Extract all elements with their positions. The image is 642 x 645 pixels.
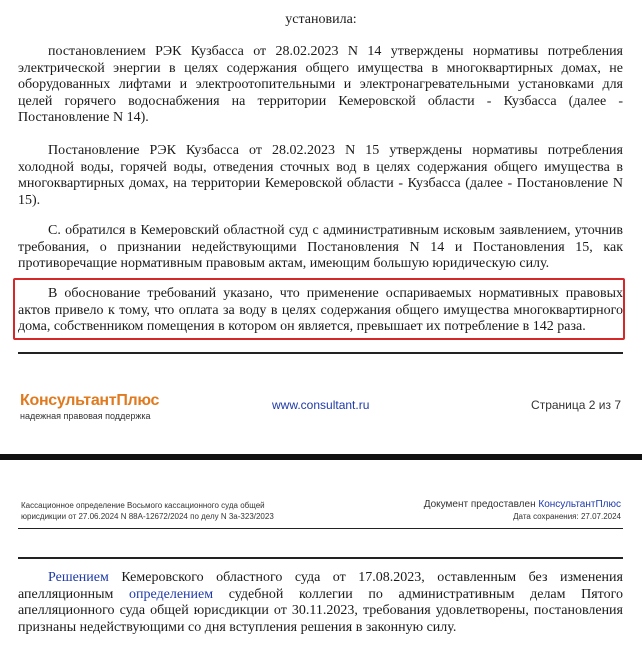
paragraph-resolution-14: постановлением РЭК Кузбасса от 28.02.2023 N 14 утверждены нормативы потребления электрической энергии в целях содержания общего имущества в многоквартирных домах, не оборудованных лифтами и электроотопительными и электронагревательными установками для целей горячего водоснабжения на территории Кемеровской области - Кузбасса (далее - Постановление N 14).: [18, 44, 623, 125]
next-page-header-right: [424, 498, 621, 522]
page-number: Страница 2 из 7: [531, 398, 621, 412]
paragraph-decision: [18, 570, 623, 636]
next-page-header-left: [21, 500, 341, 522]
ruling-link[interactable]: определением: [129, 586, 214, 602]
paragraph-grounds: В обоснование требований указано, что применение оспариваемых нормативных правовых актов привело к тому, что оплата за воду в целях содержания общего имущества многоквартирного дома, собственником помещения в котором он является, превышает их потребление в 142 раза.: [18, 286, 623, 334]
paragraph-claim: С. обратился в Кемеровский областной суд с административным исковым заявлением, уточнив требования, о признании недействующими Постановления N 14 и Постановления 15, как противоречащие нормативным правовым актам, имеющим большую юридическую силу.: [18, 223, 623, 271]
provided-by-label: Документ предоставлен: [423, 499, 536, 510]
header-divider: [18, 528, 623, 529]
brand-tagline: надежная правовая поддержка: [20, 411, 151, 421]
brand-name: КонсультантПлюс: [20, 392, 160, 409]
section-heading: установила:: [285, 12, 357, 27]
site-link[interactable]: www.consultant.ru: [272, 398, 370, 412]
footer-divider: [18, 352, 623, 354]
decision-text-2: судебной коллегии по административным делам Пятого апелляционного суда общей юрисдикции от 30.11.2023, требования удовлетворены, постановления признаны недействующими со дня вступления решения в законную силу.: [18, 586, 623, 635]
paragraph-resolution-15: Постановление РЭК Кузбасса от 28.02.2023 N 15 утверждены нормативы потребления холодной воды, горячей воды, отведения сточных вод в целях содержания общего имущества в многоквартирных домах, на территории Кемеровской области - Кузбасса (далее - Постановление N 15).: [18, 143, 623, 208]
page-separator: [0, 454, 642, 460]
consultant-logo: [20, 392, 159, 421]
header-title-line2: юрисдикции от 27.06.2024 N 88А-12672/2024 по делу N 3а-323/2023: [21, 512, 274, 521]
decision-link[interactable]: Решением: [48, 570, 109, 585]
header-title-line1: Кассационное определение Восьмого кассационного суда общей: [21, 501, 265, 510]
decision-text-1: Кемеровского областного суда от 17.08.2023, оставленным без изменения апелляционным: [18, 570, 623, 602]
body-divider: [18, 557, 623, 559]
provider-link[interactable]: КонсультантПлюс: [538, 499, 621, 510]
save-date: Дата сохранения: 27.07.2024: [513, 512, 621, 521]
